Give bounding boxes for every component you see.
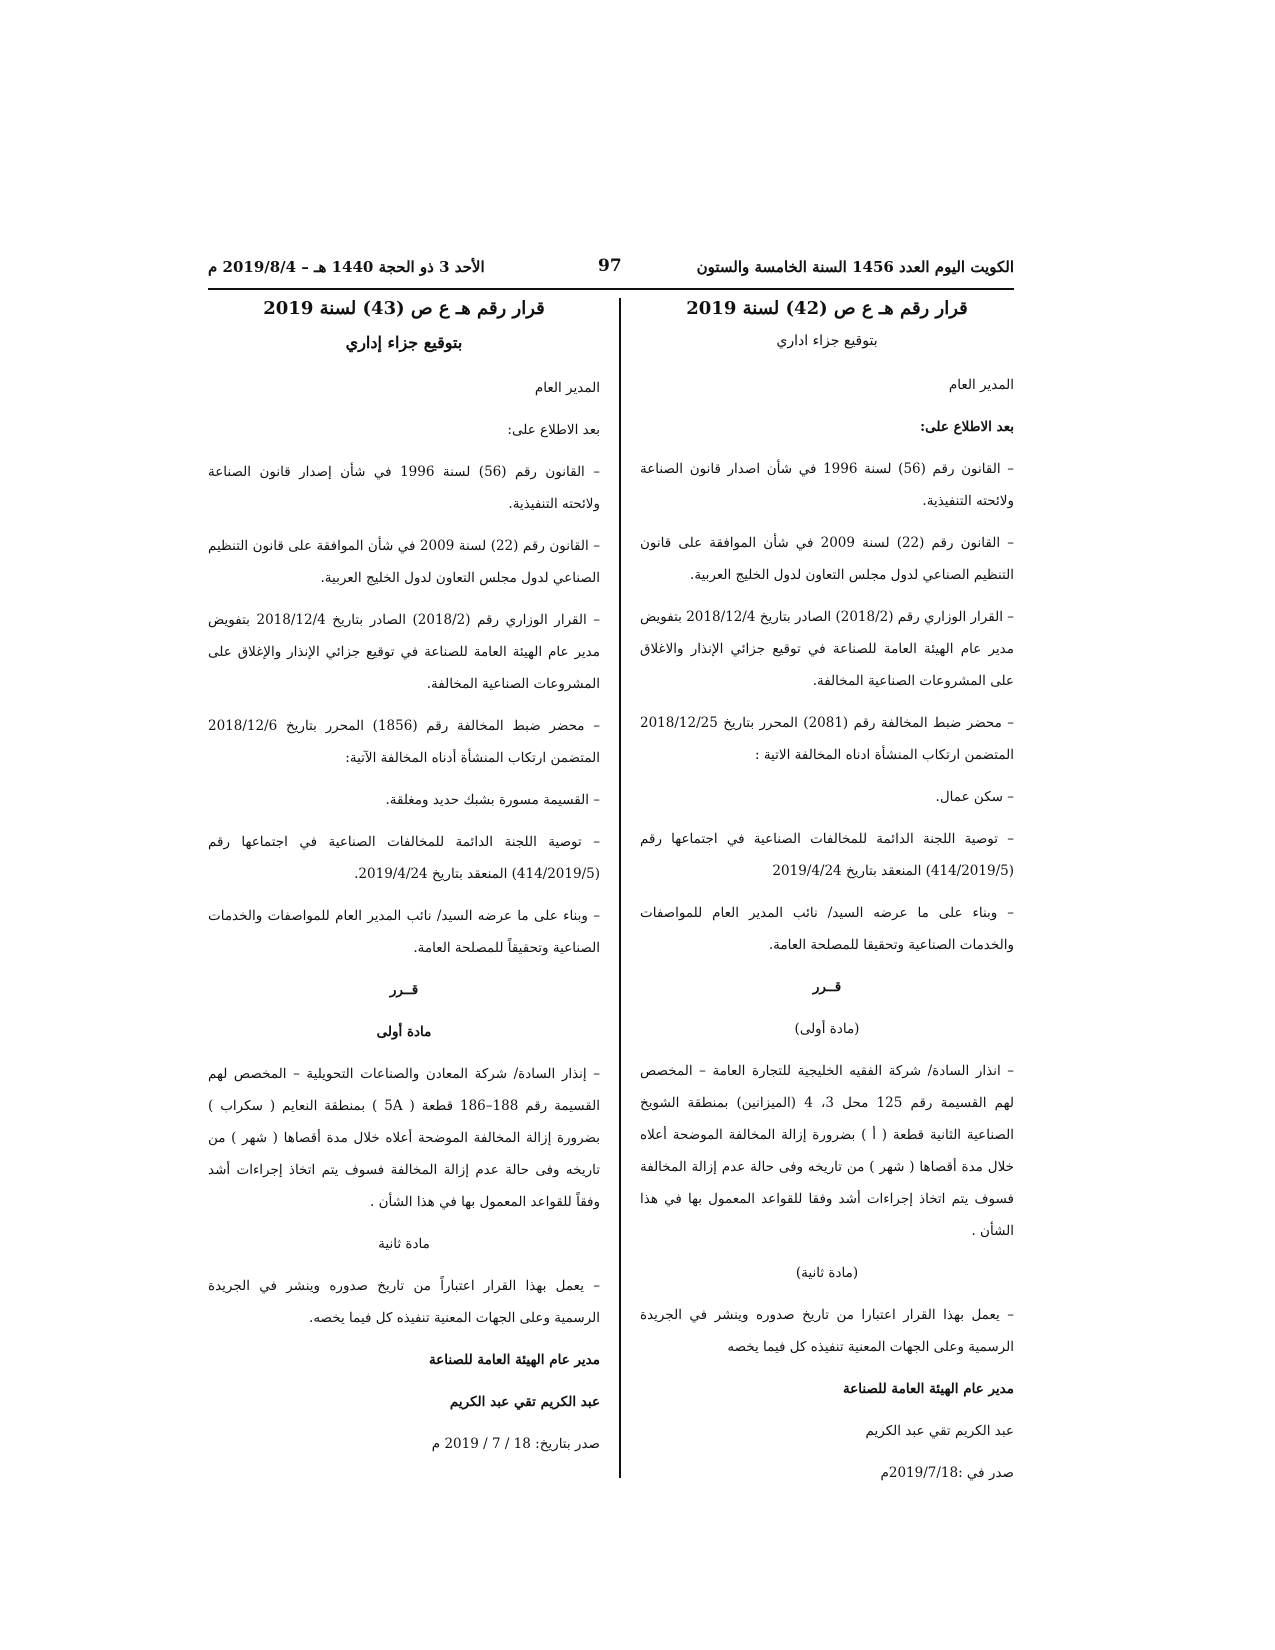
decision-subtitle: بتوقيع جزاء اداري	[776, 333, 878, 349]
recital-item: – توصية اللجنة الدائمة للمخالفات الصناعية في اجتماعها رقم (414/2019/5) المنعقد بتاريخ 2019/4/24.	[208, 834, 600, 882]
decision-42-column	[640, 298, 1014, 1499]
recital-item: – القانون رقم (22) لسنة 2009 في شأن الموافقة على قانون التنظيم الصناعي لدول مجلس التعاون لدول الخليج العربية.	[640, 535, 1014, 583]
recital-item: – القرار الوزاري رقم (2018/2) الصادر بتاريخ 2018/12/4 بتفويض مدير عام الهيئة العامة للصناعة في توقيع جزائي الإنذار والإغلاق على المشروعات الصناعية المخالفة.	[208, 612, 601, 692]
recital-item: – القرار الوزاري رقم (2018/2) الصادر بتاريخ 2018/12/4 بتفويض مدير عام الهيئة العامة للصناعة في توقيع جزائي الإنذار والاغلاق على المشروعات الصناعية المخالفة.	[639, 609, 1014, 689]
recital-item: – وبناء على ما عرضه السيد/ نائب المدير العام للمواصفات والخدمات الصناعية وتحقيقا للمصلحة العامة.	[640, 905, 1014, 953]
article-one-text: – انذار السادة/ شركة الفقيه الخليجية للتجارة العامة – المخصص لهم القسيمة رقم 125 محل 3، 4 (الميزانين) بمنطقة الشويخ الصناعية الثانية قطعة ( أ ) بضرورة إزالة المخالفة الموضحة أعلاه خلال مدة أقصاها ( شهر ) من تاريخه وفى حالة عدم إزالة المخالفة فسوف يتم اتخاذ إجراءات أشد وفقا للقواعد المعمول بها في هذا الشأن .	[640, 1063, 1014, 1239]
recital-item: – محضر ضبط المخالفة رقم (2081) المحرر بتاريخ 2018/12/25 المتضمن ارتكاب المنشأة ادناه المخالفة الاتية :	[640, 715, 1014, 763]
recital-item: – سكن عمال.	[935, 789, 1014, 805]
recital-item: – القانون رقم (22) لسنة 2009 في شأن الموافقة على قانون التنظيم الصناعي لدول مجلس التعاون لدول الخليج العربية.	[208, 538, 600, 586]
article-one-heading: مادة أولى	[376, 1024, 432, 1040]
header-rule	[208, 288, 1014, 290]
issue-date-note: صدر بتاريخ: 18 / 7 / 2019 م	[431, 1436, 600, 1452]
decision-title: قرار رقم هـ ع ص (43) لسنة 2019	[263, 298, 545, 319]
signatory-name: عبد الكريم تقي عبد الكريم	[865, 1423, 1014, 1439]
recital-item: – القسيمة مسورة بشبك حديد ومغلقة.	[385, 792, 600, 808]
article-one-text: – إنذار السادة/ شركة المعادن والصناعات التحويلية – المخصص لهم القسيمة رقم 188–186 قطعة ( 5A ) بمنطقة النعايم ( سكراب ) بضرورة إزالة المخالفة الموضحة أعلاه خلال مدة أقصاها ( شهر ) من تاريخه وفى حالة عدم إزالة المخالفة فسوف يتم اتخاذ إجراءات أشد وفقاً للقواعد المعمول بها في هذا الشأن .	[208, 1066, 600, 1210]
recital-item: – محضر ضبط المخالفة رقم (1856) المحرر بتاريخ 2018/12/6 المتضمن ارتكاب المنشأة أدناه المخالفة الآتية:	[208, 718, 601, 766]
column-divider	[619, 298, 621, 1478]
after-review-label: بعد الاطلاع على:	[507, 422, 600, 438]
signatory-name: عبد الكريم تقي عبد الكريم	[449, 1394, 600, 1410]
decision-43-column	[208, 298, 600, 1470]
page-header	[208, 258, 1014, 280]
page-number: 97	[598, 256, 622, 276]
article-two-text: – يعمل بهذا القرار اعتبارا من تاريخ صدوره وينشر في الجريدة الرسمية وعلى الجهات المعنية تنفيذه كل فيما يخصه	[640, 1307, 1014, 1355]
recital-item: – وبناء على ما عرضه السيد/ نائب المدير العام للمواصفات والخدمات الصناعية وتحقيقاً للمصلحة العامة.	[208, 908, 600, 956]
director-label: المدير العام	[534, 380, 600, 396]
article-two-heading: مادة ثانية	[378, 1236, 430, 1252]
signatory-title: مدير عام الهيئة العامة للصناعة	[428, 1352, 600, 1368]
signatory-title: مدير عام الهيئة العامة للصناعة	[842, 1381, 1014, 1397]
article-two-text: – يعمل بهذا القرار اعتباراً من تاريخ صدوره وينشر في الجريدة الرسمية وعلى الجهات المعنية تنفيذه كل فيما يخصه.	[208, 1278, 600, 1326]
after-review-label: بعد الاطلاع على:	[920, 419, 1014, 435]
decision-title: قرار رقم هـ ع ص (42) لسنة 2019	[686, 298, 968, 319]
recital-item: – القانون رقم (56) لسنة 1996 في شأن اصدار قانون الصناعة ولائحته التنفيذية.	[640, 461, 1014, 509]
issue-date-note: صدر في :2019/7/18م	[880, 1465, 1014, 1481]
decided-heading: قــرر	[389, 982, 419, 998]
gazette-issue: الكويت اليوم العدد 1456 السنة الخامسة والستون	[696, 258, 1014, 276]
recital-item: – توصية اللجنة الدائمة للمخالفات الصناعية في اجتماعها رقم (414/2019/5) المنعقد بتاريخ 2019/4/24	[640, 831, 1014, 879]
decision-subtitle: بتوقيع جزاء إداري	[345, 333, 463, 352]
recital-item: – القانون رقم (56) لسنة 1996 في شأن إصدار قانون الصناعة ولائحته التنفيذية.	[208, 464, 600, 512]
decided-heading: قــرر	[812, 979, 842, 995]
director-label: المدير العام	[948, 377, 1014, 393]
issue-date: الأحد 3 ذو الحجة 1440 هـ – 2019/8/4 م	[208, 258, 485, 276]
article-one-heading: (مادة أولى)	[794, 1021, 860, 1037]
article-two-heading: (مادة ثانية)	[795, 1265, 859, 1281]
